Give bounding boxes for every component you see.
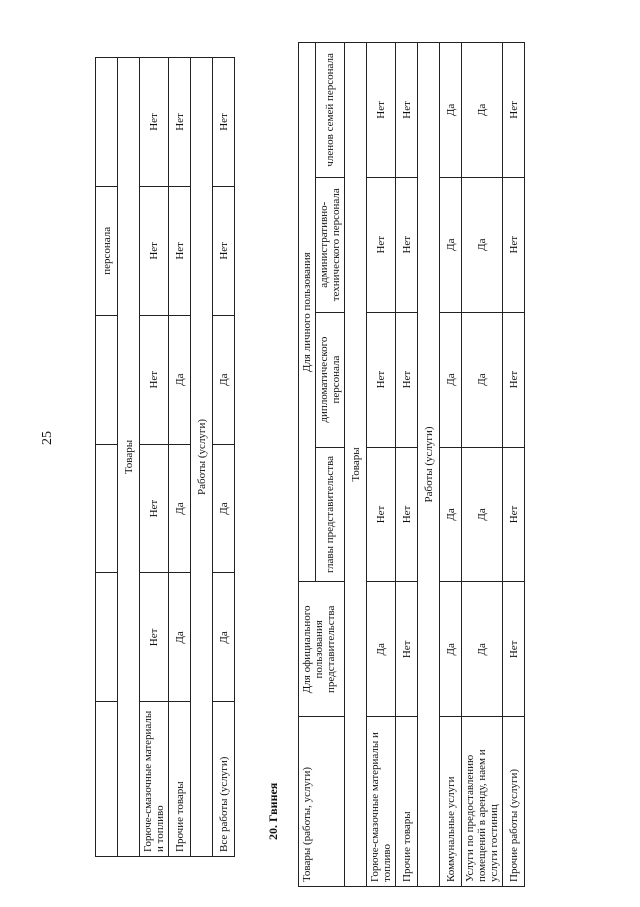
cell-value: Нет (367, 43, 396, 178)
row-label: Горюче-смазочные материалы и топливо (367, 717, 396, 887)
table-row (213, 58, 235, 857)
cell-value: Нет (396, 582, 418, 717)
column-header: дипломатического персонала (316, 312, 345, 447)
section-title: Работы (услуги) (191, 58, 213, 857)
cell-value: Да (462, 177, 503, 312)
table-row (169, 58, 191, 857)
section-row (418, 43, 440, 887)
column-header: Для официального пользования представительства (299, 582, 345, 717)
cell-value: Нет (367, 447, 396, 582)
section-title: Товары (118, 58, 140, 857)
cell-value: Да (367, 582, 396, 717)
cell-value: Нет (367, 177, 396, 312)
table-row (503, 43, 525, 887)
cell-value: Нет (396, 43, 418, 178)
row-label: Услуги по предоставлению помещений в аренду, наем и услуги гостиниц (462, 717, 503, 887)
cell-value: Нет (503, 447, 525, 582)
table2-header-row (299, 43, 316, 887)
section-title: Работы (услуги) (418, 43, 440, 887)
cell-value: Нет (503, 312, 525, 447)
cell-value: Нет (169, 186, 191, 315)
cell-value: Нет (396, 177, 418, 312)
cell-value: Да (169, 444, 191, 573)
cell-value: Да (440, 43, 462, 178)
table-continued (95, 57, 235, 857)
cell-value: Нет (169, 58, 191, 187)
table-row (440, 43, 462, 887)
page-number: 25 (40, 431, 55, 445)
cell-value: Нет (367, 312, 396, 447)
cell-value: Нет (140, 573, 169, 702)
cell-value: Да (213, 444, 235, 573)
section-heading: 20. Гвинея (266, 782, 280, 840)
cell-value: Нет (396, 312, 418, 447)
table-row (462, 43, 503, 887)
cell-value: Да (440, 312, 462, 447)
cell-value: Да (440, 177, 462, 312)
table-row (367, 43, 396, 887)
row-label: Прочие товары (169, 702, 191, 857)
cell-value: Нет (503, 177, 525, 312)
cell-value: Нет (213, 58, 235, 187)
cell-value: Да (169, 315, 191, 444)
row-label: Все работы (услуги) (213, 702, 235, 857)
table-guinea (298, 42, 525, 887)
cell-value: Нет (140, 315, 169, 444)
cell-value: Да (169, 573, 191, 702)
cell-value: Нет (396, 447, 418, 582)
row-label: Горюче-смазочные материалы и топливо (140, 702, 169, 857)
cell-value: Нет (213, 186, 235, 315)
cell-value: Нет (503, 43, 525, 178)
column-header: членов семей персонала (316, 43, 345, 178)
header-fragment: персонала (96, 186, 118, 315)
row-label: Прочие товары (396, 717, 418, 887)
cell-value: Да (440, 582, 462, 717)
cell-value: Да (462, 582, 503, 717)
column-header: Для личного пользования (299, 43, 316, 582)
column-header: административно-технического персонала (316, 177, 345, 312)
cell-value: Да (213, 573, 235, 702)
row-label: Прочие работы (услуги) (503, 717, 525, 887)
table-row (396, 43, 418, 887)
section-row (191, 58, 213, 857)
cell-value: Нет (503, 582, 525, 717)
section-title: Товары (345, 43, 367, 887)
row-label: Коммунальные услуги (440, 717, 462, 887)
cell-value: Нет (140, 186, 169, 315)
cell-value: Да (462, 43, 503, 178)
cell-value: Да (462, 312, 503, 447)
column-header: главы представительства (316, 447, 345, 582)
cell-value: Да (440, 447, 462, 582)
cell-value: Нет (140, 444, 169, 573)
table1-header-row (96, 58, 118, 857)
table-row (140, 58, 169, 857)
section-row (345, 43, 367, 887)
cell-value: Нет (140, 58, 169, 187)
section-row (118, 58, 140, 857)
column-header: Товары (работы, услуги) (299, 717, 345, 887)
cell-value: Да (462, 447, 503, 582)
cell-value: Да (213, 315, 235, 444)
